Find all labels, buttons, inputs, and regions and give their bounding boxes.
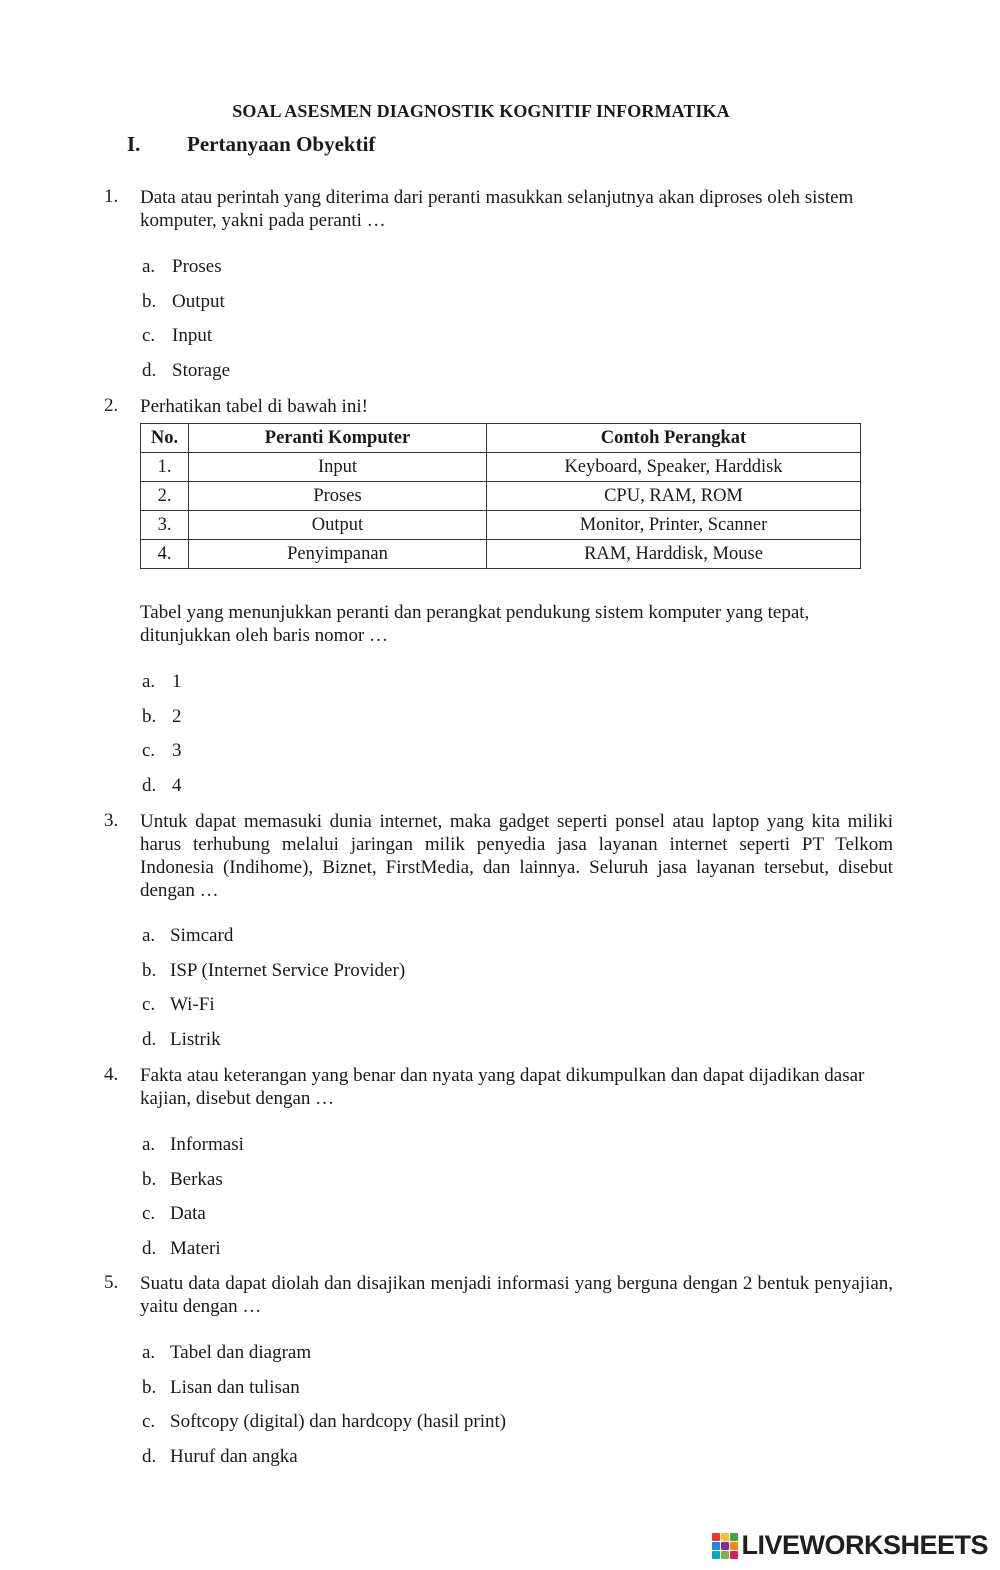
question-number: 3. (104, 810, 119, 831)
option-text[interactable]: Tabel dan diagram (170, 1342, 312, 1363)
question-text: Suatu data dapat diolah dan disajikan menjadi informasi yang berguna dengan 2 bentuk penyajian, yaitu dengan … (140, 1273, 893, 1317)
option-letter: c. (142, 1203, 156, 1224)
device-table (140, 423, 861, 569)
option-letter: b. (142, 291, 157, 312)
question-text: Tabel yang menunjukkan peranti dan perangkat pendukung sistem komputer yang tepat, ditunjukkan oleh baris nomor … (140, 602, 810, 646)
option-letter: c. (142, 325, 156, 346)
logo-tile (712, 1542, 720, 1550)
option-text[interactable]: Lisan dan tulisan (170, 1377, 300, 1398)
logo-tile (721, 1533, 729, 1541)
brand-name: LIVEWORKSHEETS (741, 1530, 988, 1560)
table-cell: Keyboard, Speaker, Harddisk (487, 453, 861, 482)
table-cell: Monitor, Printer, Scanner (487, 511, 861, 540)
table-header-cell: Peranti Komputer (189, 424, 487, 453)
option-letter: a. (142, 256, 156, 277)
option-letter: b. (142, 1377, 157, 1398)
logo-tile (712, 1533, 720, 1541)
option-text[interactable]: Input (172, 325, 213, 346)
option-letter: b. (142, 706, 157, 727)
logo-tile (730, 1551, 738, 1559)
option-text[interactable]: Materi (170, 1238, 221, 1259)
option-letter: a. (142, 1342, 156, 1363)
option-letter: c. (142, 740, 156, 761)
logo-tile (730, 1542, 738, 1550)
question-text: Data atau perintah yang diterima dari peranti masukkan selanjutnya akan diproses oleh sistem komputer, yakni pada peranti … (140, 187, 854, 231)
option-text[interactable]: Output (172, 291, 225, 312)
section-number: I. (127, 132, 141, 156)
table-cell: Proses (189, 482, 487, 511)
question-text: Untuk dapat memasuki dunia internet, maka gadget seperti ponsel atau laptop yang kita miliki harus terhubung melalui jaringan milik penyedia jasa layanan internet seperti PT Telkom Indonesia (Indihome), Biznet, FirstMedia, dan lainnya. Seluruh jasa layanan tersebut, disebut dengan … (140, 811, 893, 901)
option-text[interactable]: 4 (172, 775, 182, 796)
table-cell: RAM, Harddisk, Mouse (487, 540, 861, 569)
option-letter: d. (142, 360, 157, 381)
question-number: 1. (104, 186, 119, 207)
table-row (141, 482, 861, 511)
question-intro: Perhatikan tabel di bawah ini! (140, 396, 368, 417)
option-letter: a. (142, 925, 156, 946)
option-letter: c. (142, 1411, 156, 1432)
table-header-row (141, 424, 861, 453)
section-title: Pertanyaan Obyektif (187, 132, 376, 156)
option-text[interactable]: Informasi (170, 1134, 244, 1155)
table-row (141, 453, 861, 482)
option-text[interactable]: Proses (172, 256, 222, 277)
option-text[interactable]: 2 (172, 706, 182, 727)
option-text[interactable]: Berkas (170, 1169, 223, 1190)
table-cell: Penyimpanan (189, 540, 487, 569)
option-text[interactable]: Softcopy (digital) dan hardcopy (hasil print) (170, 1411, 507, 1432)
liveworksheets-brand[interactable] (712, 1530, 988, 1561)
logo-tile (721, 1551, 729, 1559)
table-header-cell: No. (141, 424, 189, 453)
option-letter: a. (142, 671, 156, 692)
question-number: 2. (104, 395, 119, 416)
option-letter: b. (142, 960, 157, 981)
option-letter: d. (142, 1238, 157, 1259)
table-cell: CPU, RAM, ROM (487, 482, 861, 511)
table-row (141, 511, 861, 540)
table-cell: Input (189, 453, 487, 482)
table-cell: 2. (141, 482, 189, 511)
table-row (141, 540, 861, 569)
option-letter: a. (142, 1134, 156, 1155)
question-number: 5. (104, 1272, 119, 1293)
table-cell: 1. (141, 453, 189, 482)
option-letter: d. (142, 1029, 157, 1050)
logo-tile (721, 1542, 729, 1550)
option-text[interactable]: Storage (172, 360, 231, 381)
table-header-cell: Contoh Perangkat (487, 424, 861, 453)
liveworksheets-logo-icon (712, 1533, 738, 1559)
option-text[interactable]: Huruf dan angka (170, 1446, 298, 1467)
option-letter: d. (142, 1446, 157, 1467)
table-cell: 4. (141, 540, 189, 569)
option-letter: b. (142, 1169, 157, 1190)
table-cell: 3. (141, 511, 189, 540)
table-cell: Output (189, 511, 487, 540)
option-letter: c. (142, 994, 156, 1015)
option-text[interactable]: 1 (172, 671, 182, 692)
option-letter: d. (142, 775, 157, 796)
option-text[interactable]: Listrik (170, 1029, 221, 1050)
logo-tile (730, 1533, 738, 1541)
question-text: Fakta atau keterangan yang benar dan nyata yang dapat dikumpulkan dan dapat dijadikan dasar kajian, disebut dengan … (140, 1065, 865, 1109)
document-title: SOAL ASESMEN DIAGNOSTIK KOGNITIF INFORMATIKA (232, 101, 730, 121)
option-text[interactable]: Data (170, 1203, 206, 1224)
option-text[interactable]: Simcard (170, 925, 234, 946)
option-text[interactable]: Wi-Fi (170, 994, 215, 1015)
logo-tile (712, 1551, 720, 1559)
option-text[interactable]: ISP (Internet Service Provider) (170, 960, 406, 981)
question-number: 4. (104, 1064, 119, 1085)
option-text[interactable]: 3 (172, 740, 182, 761)
